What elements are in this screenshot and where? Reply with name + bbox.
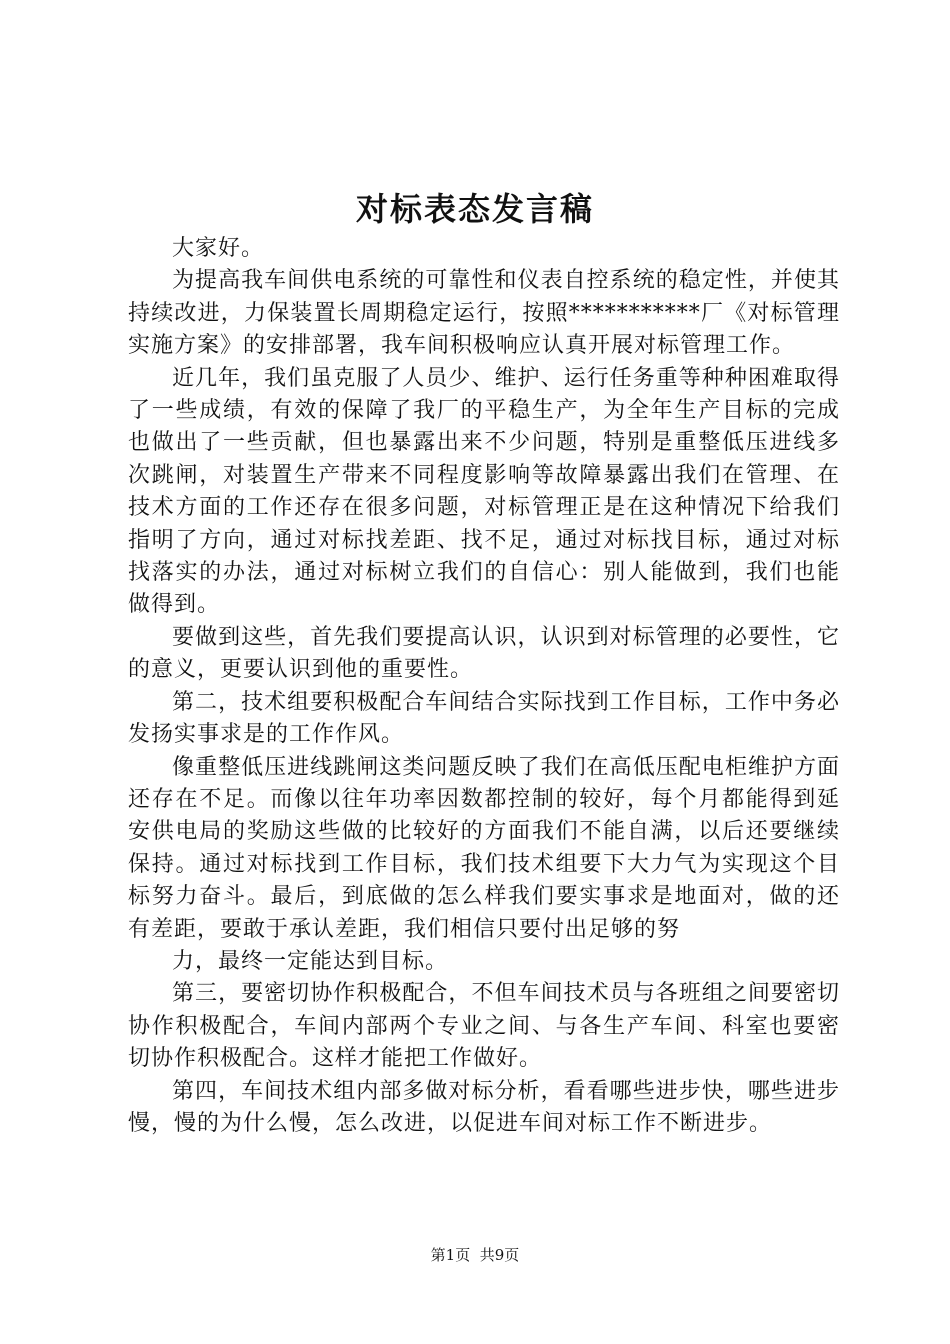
page-footer xyxy=(0,1244,950,1266)
document-body xyxy=(128,233,840,1140)
paragraph-continuation: 力，最终一定能达到目标。 xyxy=(172,948,449,974)
page-number: 第1页 xyxy=(430,1246,471,1264)
paragraph-fourth-point: 第四，车间技术组内部多做对标分析，看看哪些进步快，哪些进步慢，慢的为什么慢，怎么改进，以促进车间对标工作不断进步。 xyxy=(128,1078,840,1136)
paragraph-first-point: 要做到这些，首先我们要提高认识，认识到对标管理的必要性，它的意义，更要认识到他的重要性。 xyxy=(128,624,840,683)
paragraph-greeting: 大家好。 xyxy=(172,236,265,261)
paragraph-second-point: 第二，技术组要积极配合车间结合实际找到工作目标，工作中务必发扬实事求是的工作作风。 xyxy=(128,689,840,748)
paragraph-background: 近几年，我们虽克服了人员少、维护、运行任务重等种种困难取得了一些成绩，有效的保障了我厂的平稳生产，为全年生产目标的完成也做出了一些贡献，但也暴露出来不少问题，特别是重整低压进线多次跳闸，对装置生产带来不同程度影响等故障暴露出我们在管理、在技术方面的工作还存在很多问题，对标管理正是在这种情况下给我们指明了方向，通过对标找差距、找不足，通过对标找目标，通过对标找落实的办法，通过对标树立我们的自信心：别人能做到，我们也能做得到。 xyxy=(128,365,840,618)
paragraph-third-point: 第三，要密切协作积极配合，不但车间技术员与各班组之间要密切协作积极配合，车间内部两个专业之间、与各生产车间、科室也要密切协作积极配合。这样才能把工作做好。 xyxy=(128,981,840,1072)
document-title: 对标表态发言稿 xyxy=(355,190,594,228)
paragraph-example: 像重整低压进线跳闸这类问题反映了我们在高低压配电柜维护方面还存在不足。而像以往年功率因数都控制的较好，每个月都能得到延安供电局的奖励这些做的比较好的方面我们不能自满，以后还要继续保持。通过对标找到工作目标，我们技术组要下大力气为实现这个目标努力奋斗。最后，到底做的怎么样我们要实事求是地面对，做的还有差距，要敢于承认差距，我们相信只要付出足够的努 xyxy=(128,754,840,942)
paragraph-intro: 为提高我车间供电系统的可靠性和仪表自控系统的稳定性，并使其持续改进，力保装置长周期稳定运行，按照***********厂《对标管理实施方案》的安排部署，我车间积极响应认真开展对标管理工作。 xyxy=(128,268,840,359)
page-total: 共9页 xyxy=(479,1246,520,1264)
